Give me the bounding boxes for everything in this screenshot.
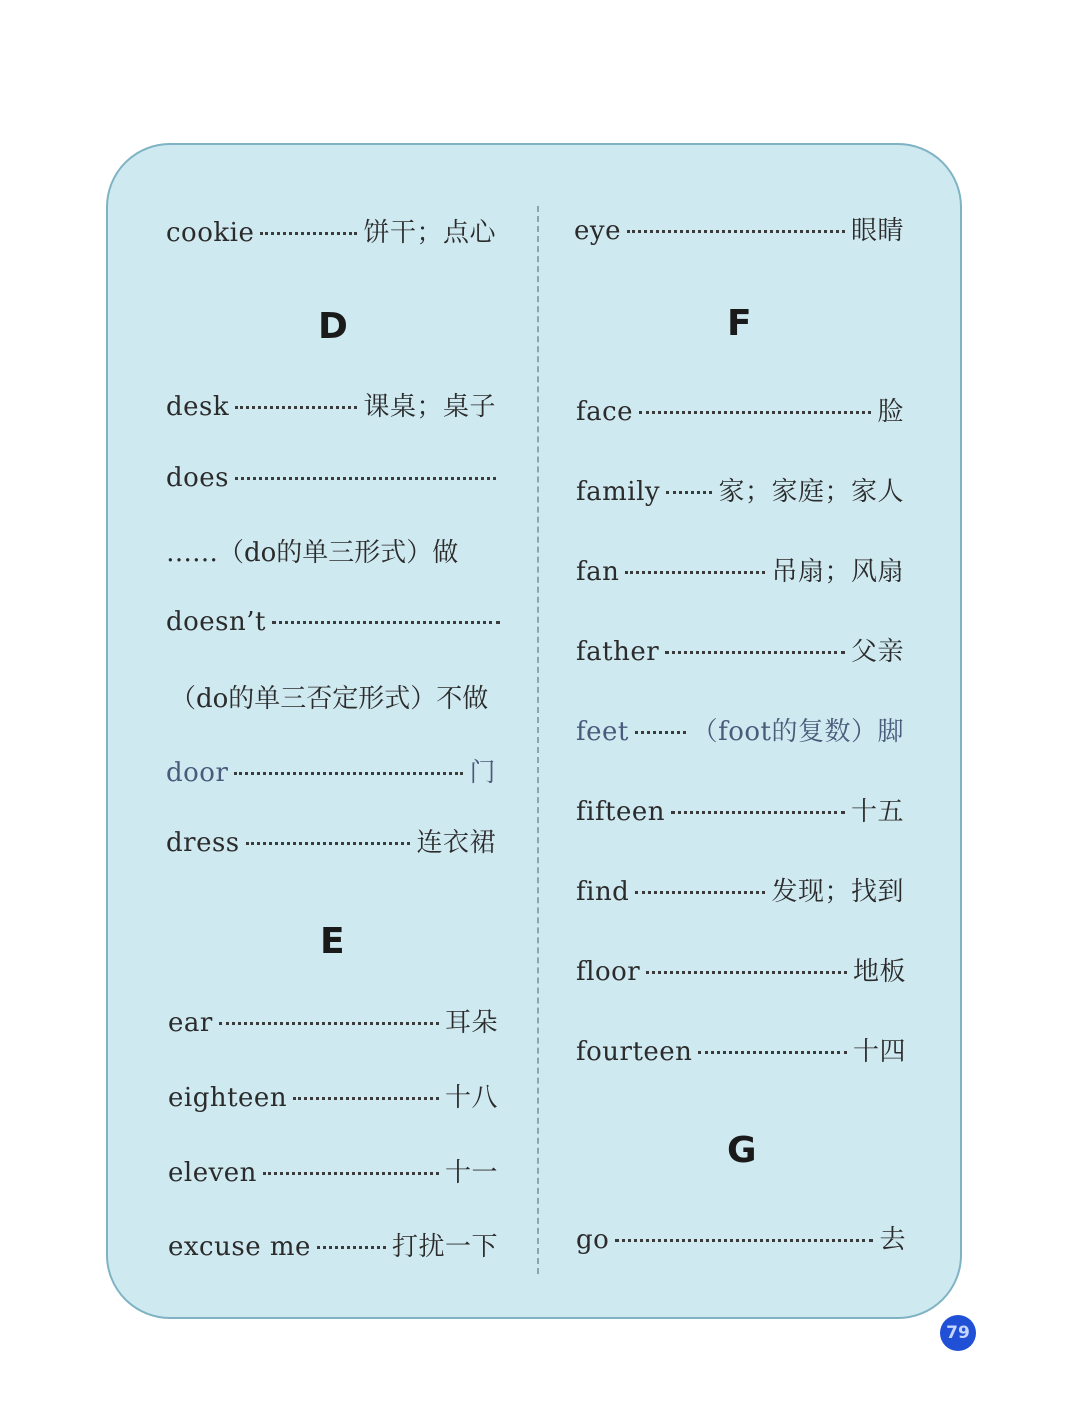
dot-leader xyxy=(635,731,686,734)
entry-fan xyxy=(576,551,904,588)
entry-fourteen xyxy=(576,1031,906,1068)
dot-leader xyxy=(646,971,847,974)
entry-doesnt xyxy=(166,607,500,637)
dot-leader xyxy=(246,842,411,845)
entry-eye xyxy=(574,210,904,247)
dot-leader xyxy=(317,1246,386,1249)
dot-leader xyxy=(235,477,496,480)
dot-leader xyxy=(234,772,463,775)
entry-meaning: 去 xyxy=(879,1225,906,1255)
entry-word: eighteen xyxy=(168,1083,288,1113)
entry-word: feet xyxy=(576,717,629,747)
dot-leader xyxy=(219,1022,439,1025)
entry-meaning: 门 xyxy=(469,758,496,788)
entry-eighteen xyxy=(168,1077,498,1114)
dot-leader xyxy=(263,1172,439,1175)
entry-word: does xyxy=(166,463,230,493)
entry-dress xyxy=(166,822,496,859)
entry-meaning: 十四 xyxy=(852,1037,906,1067)
dot-leader xyxy=(235,406,357,409)
entry-word: find xyxy=(576,877,630,907)
entry-word: fourteen xyxy=(576,1037,693,1067)
section-letter-g: G xyxy=(727,1130,757,1171)
dot-leader xyxy=(639,411,871,414)
entry-meaning: 耳朵 xyxy=(444,1008,498,1038)
entry-meaning: 饼干；点心 xyxy=(363,218,496,248)
page-number-badge: 79 xyxy=(940,1315,976,1351)
entry-word: fifteen xyxy=(576,797,666,827)
entry-word: go xyxy=(576,1225,610,1255)
dot-leader xyxy=(615,1239,873,1242)
entry-meaning: 十八 xyxy=(444,1083,498,1113)
entry-meaning: 地板 xyxy=(852,957,906,987)
entry-ear xyxy=(168,1002,498,1039)
entry-meaning-doesnt: （do的单三否定形式）不做 xyxy=(170,684,489,714)
entry-meaning: 父亲 xyxy=(850,637,904,667)
entry-feet xyxy=(576,711,904,748)
entry-meaning: 家；家庭；家人 xyxy=(718,477,904,507)
dot-leader xyxy=(293,1097,439,1100)
dot-leader xyxy=(666,491,712,494)
entry-meaning: （foot的复数）脚 xyxy=(691,717,904,747)
entry-go xyxy=(576,1219,906,1256)
entry-meaning: 十五 xyxy=(850,797,904,827)
dot-leader xyxy=(260,232,357,235)
entry-fifteen xyxy=(576,791,904,828)
dot-leader xyxy=(665,651,845,654)
dot-leader xyxy=(627,230,845,233)
column-divider xyxy=(537,206,539,1274)
entry-family xyxy=(576,471,904,508)
entry-word: family xyxy=(576,477,661,507)
entry-word: desk xyxy=(166,392,230,422)
entry-floor xyxy=(576,951,906,988)
entry-excuse-me xyxy=(168,1226,498,1263)
entry-word: door xyxy=(166,758,229,788)
entry-door xyxy=(166,752,496,789)
entry-meaning: 打扰一下 xyxy=(391,1232,498,1262)
entry-word: cookie xyxy=(166,218,255,248)
entry-meaning: 脸 xyxy=(877,397,904,427)
dot-leader xyxy=(671,811,845,814)
entry-does xyxy=(166,463,496,493)
entry-word: father xyxy=(576,637,660,667)
entry-word: eleven xyxy=(168,1158,257,1188)
section-letter-e: E xyxy=(320,921,345,962)
entry-word: face xyxy=(576,397,634,427)
entry-word: doesn’t xyxy=(166,607,266,637)
entry-word: excuse me xyxy=(168,1232,311,1262)
entry-face xyxy=(576,391,904,428)
entry-word: dress xyxy=(166,828,240,858)
dot-leader xyxy=(698,1051,847,1054)
entry-word: fan xyxy=(576,557,620,587)
entry-meaning: 课桌；桌子 xyxy=(363,392,496,422)
entry-word: eye xyxy=(574,216,621,246)
entry-father xyxy=(576,631,904,668)
entry-meaning: 发现；找到 xyxy=(771,877,904,907)
entry-meaning: 眼睛 xyxy=(850,216,904,246)
entry-cookie xyxy=(166,212,496,249)
entry-meaning: 吊扇；风扇 xyxy=(771,557,904,587)
entry-meaning: 十一 xyxy=(444,1158,498,1188)
dot-leader xyxy=(272,621,500,624)
entry-meaning-does: ……（do的单三形式）做 xyxy=(166,538,459,568)
entry-find xyxy=(576,871,904,908)
entry-word: floor xyxy=(576,957,641,987)
section-letter-d: D xyxy=(318,306,348,347)
dot-leader xyxy=(625,571,765,574)
dot-leader xyxy=(635,891,765,894)
entry-desk xyxy=(166,386,496,423)
entry-eleven xyxy=(168,1152,498,1189)
entry-word: ear xyxy=(168,1008,213,1038)
section-letter-f: F xyxy=(727,303,752,344)
entry-meaning: 连衣裙 xyxy=(416,828,496,858)
